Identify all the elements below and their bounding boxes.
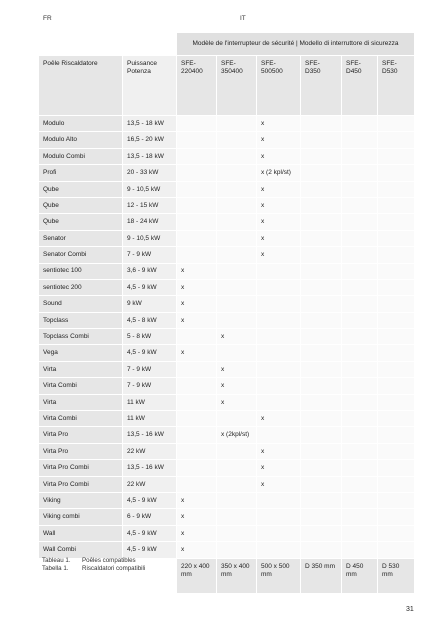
compatibility-cell (177, 197, 217, 213)
power-cell: 22 kW (123, 443, 177, 459)
compatibility-cell: x (257, 460, 301, 476)
compatibility-cell (217, 296, 257, 312)
compatibility-cell (177, 214, 217, 230)
compatibility-cell (217, 542, 257, 558)
compatibility-cell (342, 296, 378, 312)
heater-name-cell: Modulo Alto (39, 132, 123, 148)
column-header-sfe-d530: SFE- D530 (378, 56, 415, 116)
compatibility-cell (301, 411, 342, 427)
compatibility-cell: x (257, 181, 301, 197)
power-cell: 7 - 9 kW (123, 247, 177, 263)
compatibility-cell (217, 460, 257, 476)
compatibility-cell (378, 214, 415, 230)
compatibility-cell (301, 443, 342, 459)
table-row (39, 263, 415, 279)
power-cell: 4,5 - 9 kW (123, 279, 177, 295)
compatibility-cell (177, 361, 217, 377)
compatibility-cell (217, 345, 257, 361)
compatibility-cell (301, 542, 342, 558)
heater-name-cell: Sound (39, 296, 123, 312)
table-row (39, 230, 415, 246)
compatibility-cell (257, 525, 301, 541)
compatibility-cell (378, 296, 415, 312)
compatibility-cell (378, 394, 415, 410)
table-row (39, 181, 415, 197)
heater-name-cell: Qube (39, 214, 123, 230)
compatibility-cell (301, 476, 342, 492)
compatibility-cell: x (177, 525, 217, 541)
power-cell: 11 kW (123, 394, 177, 410)
compatibility-cell (217, 279, 257, 295)
compatibility-cell (257, 279, 301, 295)
language-label-fr: FR (43, 15, 52, 22)
compatibility-cell (342, 361, 378, 377)
column-header-sfe-220400: SFE- 220400 (177, 56, 217, 116)
compatibility-cell (301, 247, 342, 263)
compatibility-cell (177, 378, 217, 394)
heater-name-cell: Virta Pro Combi (39, 460, 123, 476)
compatibility-cell (342, 214, 378, 230)
compatibility-cell (342, 476, 378, 492)
heater-name-cell: Modulo (39, 116, 123, 132)
dimension-cell: D 450 mm (342, 558, 378, 593)
column-header-power: Puissance Potenza (123, 56, 177, 116)
compatibility-cell (177, 181, 217, 197)
power-cell: 13,5 - 16 kW (123, 427, 177, 443)
compatibility-cell (342, 329, 378, 345)
compatibility-cell (217, 197, 257, 213)
table-row (39, 116, 415, 132)
heater-name-cell: Modulo Combi (39, 148, 123, 164)
power-cell: 7 - 9 kW (123, 378, 177, 394)
heater-name-cell: Virta Pro (39, 443, 123, 459)
heater-name-cell: Virta Combi (39, 411, 123, 427)
compatibility-cell (217, 443, 257, 459)
compatibility-cell: x (177, 492, 217, 508)
compatibility-cell (342, 345, 378, 361)
compatibility-cell (177, 427, 217, 443)
compatibility-cell (257, 296, 301, 312)
caption-number-fr: Tableau 1. (42, 557, 71, 564)
compatibility-cell (378, 197, 415, 213)
compatibility-cell (257, 378, 301, 394)
compatibility-cell (301, 197, 342, 213)
compatibility-cell (378, 411, 415, 427)
compatibility-cell (217, 116, 257, 132)
compatibility-cell (342, 279, 378, 295)
compatibility-cell (217, 165, 257, 181)
column-header-row (39, 56, 415, 116)
power-cell: 4,5 - 9 kW (123, 525, 177, 541)
compatibility-cell (301, 492, 342, 508)
compatibility-cell: x (257, 132, 301, 148)
compatibility-cell (177, 116, 217, 132)
table-row (39, 279, 415, 295)
heater-name-cell: Topclass Combi (39, 329, 123, 345)
compatibility-cell (378, 132, 415, 148)
compatibility-cell (301, 345, 342, 361)
compatibility-cell (342, 378, 378, 394)
compatibility-cell (217, 247, 257, 263)
compatibility-cell (257, 312, 301, 328)
blank-cell (123, 33, 177, 56)
compatibility-cell (301, 132, 342, 148)
power-cell: 4,5 - 9 kW (123, 345, 177, 361)
compatibility-cell (301, 460, 342, 476)
compatibility-cell (378, 230, 415, 246)
compatibility-cell (378, 378, 415, 394)
compatibility-cell (257, 394, 301, 410)
compatibility-cell (342, 230, 378, 246)
compatibility-cell (378, 542, 415, 558)
compatibility-cell (177, 329, 217, 345)
column-header-sfe-350400: SFE- 350400 (217, 56, 257, 116)
compatibility-cell (177, 394, 217, 410)
compatibility-cell (378, 443, 415, 459)
compatibility-cell (301, 181, 342, 197)
language-label-it: IT (240, 15, 246, 22)
heater-name-cell: Virta Combi (39, 378, 123, 394)
compatibility-cell: x (177, 263, 217, 279)
column-header-sfe-500500: SFE- 500500 (257, 56, 301, 116)
compatibility-cell (177, 165, 217, 181)
table-row (39, 525, 415, 541)
table-row (39, 361, 415, 377)
compatibility-cell (177, 230, 217, 246)
compatibility-cell (257, 345, 301, 361)
compatibility-cell: x (217, 361, 257, 377)
compatibility-cell (257, 263, 301, 279)
compatibility-cell (301, 378, 342, 394)
compatibility-cell: x (217, 394, 257, 410)
compatibility-cell (217, 148, 257, 164)
heater-name-cell: Viking combi (39, 509, 123, 525)
table-row (39, 345, 415, 361)
compatibility-cell: x (257, 443, 301, 459)
compatibility-cell (342, 394, 378, 410)
compatibility-cell (301, 394, 342, 410)
compatibility-cell (342, 165, 378, 181)
compatibility-cell: x (177, 509, 217, 525)
compatibility-cell (301, 165, 342, 181)
compatibility-cell: x (177, 296, 217, 312)
compatibility-cell: x (257, 197, 301, 213)
power-cell: 20 - 33 kW (123, 165, 177, 181)
compatibility-cell (378, 148, 415, 164)
caption-text-it: Riscaldatori compatibili (82, 565, 146, 572)
compatibility-cell (378, 165, 415, 181)
compatibility-cell: x (257, 116, 301, 132)
table-title: Modèle de l'interrupteur de sécurité | Modello di interruttore di sicurezza (177, 33, 415, 56)
heater-name-cell: Wall (39, 525, 123, 541)
table-row (39, 476, 415, 492)
compatibility-cell (257, 427, 301, 443)
compatibility-cell (378, 345, 415, 361)
compatibility-cell (301, 525, 342, 541)
table-row (39, 378, 415, 394)
compatibility-cell (378, 509, 415, 525)
compatibility-cell (301, 148, 342, 164)
compatibility-cell (342, 427, 378, 443)
compatibility-cell (378, 427, 415, 443)
table-title-row (39, 33, 415, 56)
compatibility-cell (301, 361, 342, 377)
compatibility-cell (177, 411, 217, 427)
heater-name-cell: Virta (39, 394, 123, 410)
table-row (39, 394, 415, 410)
compatibility-cell (301, 312, 342, 328)
column-header-sfe-d350: SFE- D350 (301, 56, 342, 116)
compatibility-cell (301, 296, 342, 312)
power-cell: 13,5 - 18 kW (123, 116, 177, 132)
compatibility-cell (217, 181, 257, 197)
power-cell: 16,5 - 20 kW (123, 132, 177, 148)
compatibility-cell: x (257, 148, 301, 164)
heater-name-cell: Virta Pro (39, 427, 123, 443)
compatibility-cell (301, 279, 342, 295)
compatibility-cell (217, 492, 257, 508)
table-row (39, 460, 415, 476)
compatibility-cell (177, 132, 217, 148)
table-row (39, 296, 415, 312)
blank-cell (39, 33, 123, 56)
compatibility-cell (342, 542, 378, 558)
compatibility-cell (342, 460, 378, 476)
power-cell: 4,5 - 9 kW (123, 492, 177, 508)
table-row (39, 542, 415, 558)
dimension-cell: 500 x 500 mm (257, 558, 301, 593)
compatibility-cell (342, 132, 378, 148)
page-number: 31 (406, 606, 414, 613)
compatibility-table (38, 32, 415, 594)
compatibility-cell (301, 214, 342, 230)
compatibility-cell (217, 312, 257, 328)
dimension-cell: 220 x 400 mm (177, 558, 217, 593)
compatibility-cell: x (257, 476, 301, 492)
compatibility-cell (177, 460, 217, 476)
table-row (39, 132, 415, 148)
table-row (39, 443, 415, 459)
compatibility-cell: x (217, 329, 257, 345)
dimension-cell: D 530 mm (378, 558, 415, 593)
table-row (39, 509, 415, 525)
compatibility-cell: x (257, 214, 301, 230)
compatibility-cell: x (257, 247, 301, 263)
compatibility-cell (342, 525, 378, 541)
compatibility-cell (378, 279, 415, 295)
column-header-heater: Poêle Riscaldatore (39, 56, 123, 116)
table-caption (42, 557, 145, 573)
heater-name-cell: Senator Combi (39, 247, 123, 263)
compatibility-cell (378, 492, 415, 508)
compatibility-cell (177, 443, 217, 459)
compatibility-cell (342, 181, 378, 197)
table-row (39, 247, 415, 263)
dimension-cell: D 350 mm (301, 558, 342, 593)
table-row (39, 492, 415, 508)
heater-name-cell: Senator (39, 230, 123, 246)
heater-name-cell: sentiotec 100 (39, 263, 123, 279)
compatibility-cell (378, 247, 415, 263)
compatibility-cell (342, 263, 378, 279)
compatibility-cell (217, 509, 257, 525)
compatibility-cell (378, 329, 415, 345)
compatibility-cell (301, 427, 342, 443)
compatibility-cell (342, 116, 378, 132)
table-row (39, 329, 415, 345)
heater-name-cell: Qube (39, 181, 123, 197)
power-cell: 4,5 - 9 kW (123, 542, 177, 558)
compatibility-cell (301, 116, 342, 132)
compatibility-cell (301, 329, 342, 345)
compatibility-cell (301, 263, 342, 279)
power-cell: 4,5 - 8 kW (123, 312, 177, 328)
power-cell: 13,5 - 16 kW (123, 460, 177, 476)
compatibility-cell (342, 443, 378, 459)
compatibility-cell (217, 525, 257, 541)
compatibility-cell (378, 263, 415, 279)
compatibility-cell (378, 460, 415, 476)
compatibility-cell: x (2 kpl/st) (257, 165, 301, 181)
compatibility-cell (257, 329, 301, 345)
compatibility-cell (177, 148, 217, 164)
power-cell: 3,6 - 9 kW (123, 263, 177, 279)
heater-name-cell: Virta Pro Combi (39, 476, 123, 492)
power-cell: 22 kW (123, 476, 177, 492)
table-row (39, 165, 415, 181)
compatibility-cell (378, 181, 415, 197)
compatibility-cell (217, 214, 257, 230)
power-cell: 18 - 24 kW (123, 214, 177, 230)
compatibility-cell: x (177, 279, 217, 295)
table-row (39, 411, 415, 427)
caption-number-it: Tabella 1. (42, 565, 69, 572)
compatibility-cell (257, 492, 301, 508)
heater-name-cell: Profi (39, 165, 123, 181)
compatibility-cell: x (177, 345, 217, 361)
compatibility-cell (177, 476, 217, 492)
power-cell: 9 - 10,5 kW (123, 181, 177, 197)
dimension-cell: 350 x 400 mm (217, 558, 257, 593)
compatibility-cell: x (2kpl/st) (217, 427, 257, 443)
compatibility-cell (378, 476, 415, 492)
power-cell: 12 - 15 kW (123, 197, 177, 213)
compatibility-cell (378, 312, 415, 328)
power-cell: 13,5 - 18 kW (123, 148, 177, 164)
compatibility-cell (257, 542, 301, 558)
heater-name-cell: Wall Combi (39, 542, 123, 558)
heater-name-cell: Viking (39, 492, 123, 508)
compatibility-cell (217, 263, 257, 279)
compatibility-cell (342, 492, 378, 508)
compatibility-cell (342, 197, 378, 213)
compatibility-cell: x (177, 312, 217, 328)
table-row (39, 148, 415, 164)
compatibility-cell: x (257, 230, 301, 246)
table-row (39, 427, 415, 443)
compatibility-cell (301, 230, 342, 246)
compatibility-cell (177, 247, 217, 263)
compatibility-cell (342, 247, 378, 263)
compatibility-cell (342, 509, 378, 525)
table-row (39, 197, 415, 213)
compatibility-cell: x (177, 542, 217, 558)
compatibility-cell (217, 476, 257, 492)
power-cell: 6 - 9 kW (123, 509, 177, 525)
compatibility-cell (257, 361, 301, 377)
compatibility-cell: x (257, 411, 301, 427)
compatibility-cell (217, 411, 257, 427)
heater-name-cell: sentiotec 200 (39, 279, 123, 295)
compatibility-cell (342, 411, 378, 427)
column-header-sfe-d450: SFE- D450 (342, 56, 378, 116)
heater-name-cell: Qube (39, 197, 123, 213)
compatibility-cell (342, 312, 378, 328)
caption-text-fr: Poêles compatibles (82, 557, 136, 564)
compatibility-cell (217, 230, 257, 246)
compatibility-cell (378, 525, 415, 541)
power-cell: 7 - 9 kW (123, 361, 177, 377)
heater-name-cell: Virta (39, 361, 123, 377)
power-cell: 9 - 10,5 kW (123, 230, 177, 246)
compatibility-cell (301, 509, 342, 525)
compatibility-cell (342, 148, 378, 164)
heater-name-cell: Topclass (39, 312, 123, 328)
power-cell: 11 kW (123, 411, 177, 427)
table-row (39, 214, 415, 230)
compatibility-cell (378, 116, 415, 132)
compatibility-cell (257, 509, 301, 525)
table-row (39, 312, 415, 328)
compatibility-cell (217, 132, 257, 148)
heater-name-cell: Vega (39, 345, 123, 361)
compatibility-cell (378, 361, 415, 377)
compatibility-cell: x (217, 378, 257, 394)
power-cell: 5 - 8 kW (123, 329, 177, 345)
power-cell: 9 kW (123, 296, 177, 312)
